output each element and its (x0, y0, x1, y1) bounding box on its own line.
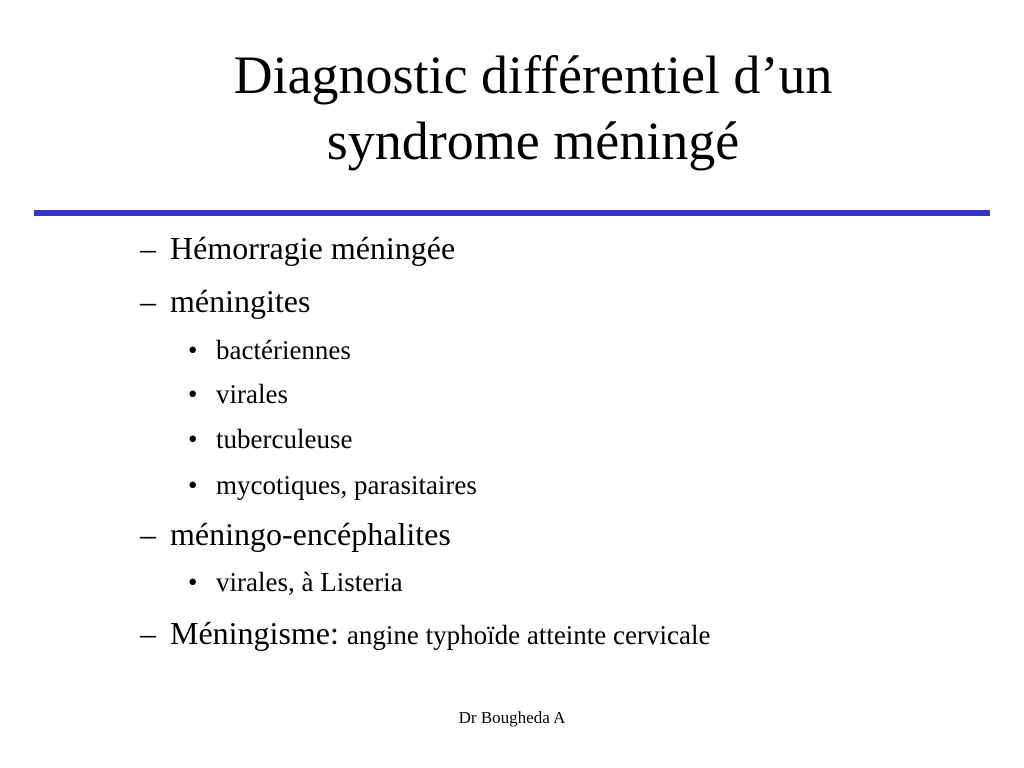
bullet-marker: • (188, 424, 198, 454)
list-item-text: Hémorragie méningée (170, 230, 456, 266)
sub-item-bacteriennes (188, 334, 351, 366)
sub-item-virales (188, 378, 288, 410)
list-item-text: méningo-encéphalites (170, 516, 451, 552)
dash-marker: – (140, 615, 156, 651)
dash-marker: – (140, 230, 156, 266)
sub-item-text: tuberculeuse (216, 424, 353, 454)
sub-item-mycotiques (188, 469, 477, 501)
bullet-marker: • (188, 379, 198, 409)
list-item-detail: angine typhoïde atteinte cervicale (346, 620, 711, 650)
slide-title-line-1: Diagnostic différentiel d’un (233, 45, 833, 105)
bullet-marker: • (188, 567, 198, 597)
list-item-meningo-encephalites (140, 516, 451, 552)
bullet-marker: • (188, 335, 198, 365)
sub-item-text: mycotiques, parasitaires (216, 470, 477, 500)
list-item-text: Méningisme: (170, 615, 339, 651)
slide-title-line-2: syndrome méningé (326, 111, 740, 171)
sub-item-listeria (188, 566, 403, 598)
sub-item-text: bactériennes (216, 335, 351, 365)
sub-item-text: virales (216, 379, 288, 409)
list-item-meningites (140, 283, 310, 319)
dash-marker: – (140, 516, 156, 552)
sub-item-text: virales, à Listeria (216, 567, 403, 597)
dash-marker: – (140, 283, 156, 319)
slide-footer: Dr Bougheda A (458, 708, 566, 727)
sub-item-tuberculeuse (188, 423, 352, 455)
list-item-meningisme (140, 615, 710, 653)
list-item-text: méningites (170, 283, 311, 319)
bullet-marker: • (188, 470, 198, 500)
list-item-hemorragie (140, 230, 455, 266)
